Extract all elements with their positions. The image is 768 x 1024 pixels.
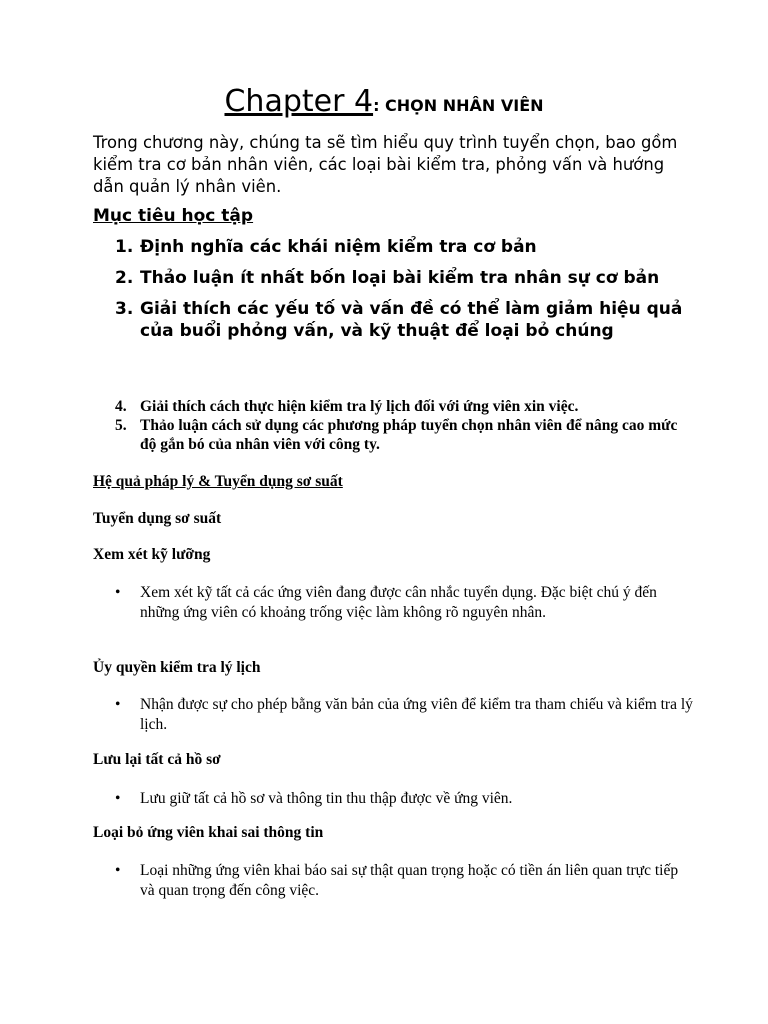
authorize-bullet <box>93 695 693 735</box>
objective-item <box>93 267 693 289</box>
save-records-bullet <box>93 789 693 809</box>
objectives-heading: Mục tiêu học tập <box>93 206 254 226</box>
bullet-text: Xem xét kỹ tất cả các ứng viên đang được cân nhắc tuyển dụng. Đặc biệt chú ý đến những ứng viên có khoảng trống việc làm không rõ nguyên nhân. <box>140 584 657 621</box>
objective-number: 2. <box>115 268 134 288</box>
objective-item <box>93 298 693 342</box>
objective-number: 4. <box>115 398 127 415</box>
save-records-heading: Lưu lại tất cả hồ sơ <box>93 751 221 768</box>
intro-paragraph: Trong chương này, chúng ta sẽ tìm hiểu quy trình tuyển chọn, bao gồm kiểm tra cơ bản nhân viên, các loại bài kiểm tra, phỏng vấn và hướng dẫn quản lý nhân viên. <box>93 133 678 196</box>
scrutinize-heading: Xem xét kỹ lưỡng <box>93 546 211 563</box>
objective-item <box>93 236 693 258</box>
bullet-text: Nhận được sự cho phép bằng văn bản của ứng viên để kiểm tra tham chiếu và kiểm tra lý lịch. <box>140 696 693 733</box>
chapter-number: Chapter 4 <box>224 84 374 119</box>
bullet-text: Loại những ứng viên khai báo sai sự thật quan trọng hoặc có tiền án liên quan trực tiếp và quan trọng đến công việc. <box>140 862 679 899</box>
reject-heading: Loại bỏ ứng viên khai sai thông tin <box>93 824 324 841</box>
objectives-list-secondary <box>93 397 693 454</box>
objective-number: 3. <box>115 299 134 319</box>
objective-text: Định nghĩa các khái niệm kiểm tra cơ bản <box>140 237 537 257</box>
legal-heading: Hệ quả pháp lý & Tuyển dụng sơ suất <box>93 473 343 490</box>
bullet-icon: • <box>115 790 121 807</box>
objective-text: Giải thích các yếu tố và vấn đề có thể làm giảm hiệu quả của buổi phỏng vấn, và kỹ thuật để loại bỏ chúng <box>140 299 683 341</box>
bullet-icon: • <box>115 584 121 601</box>
chapter-subtitle: : CHỌN NHÂN VIÊN <box>373 96 544 115</box>
objective-text: Thảo luận cách sử dụng các phương pháp tuyển chọn nhân viên để nâng cao mức độ gắn bó của nhân viên với công ty. <box>140 417 678 453</box>
scrutinize-bullet <box>93 583 693 623</box>
bullet-icon: • <box>115 862 121 879</box>
bullet-text: Lưu giữ tất cả hồ sơ và thông tin thu thập được về ứng viên. <box>140 790 513 807</box>
objectives-list-primary <box>93 236 693 351</box>
objective-item <box>93 397 693 416</box>
objective-number: 5. <box>115 417 127 434</box>
bullet-icon: • <box>115 696 121 713</box>
negligent-hiring-heading: Tuyển dụng sơ suất <box>93 510 222 527</box>
authorize-heading: Ủy quyền kiểm tra lý lịch <box>93 659 261 676</box>
objective-item <box>93 416 693 454</box>
objective-number: 1. <box>115 237 134 257</box>
chapter-title <box>0 84 768 119</box>
reject-bullet <box>93 861 693 901</box>
objective-text: Giải thích cách thực hiện kiểm tra lý lịch đối với ứng viên xin việc. <box>140 398 579 415</box>
objective-text: Thảo luận ít nhất bốn loại bài kiểm tra nhân sự cơ bản <box>140 268 660 288</box>
